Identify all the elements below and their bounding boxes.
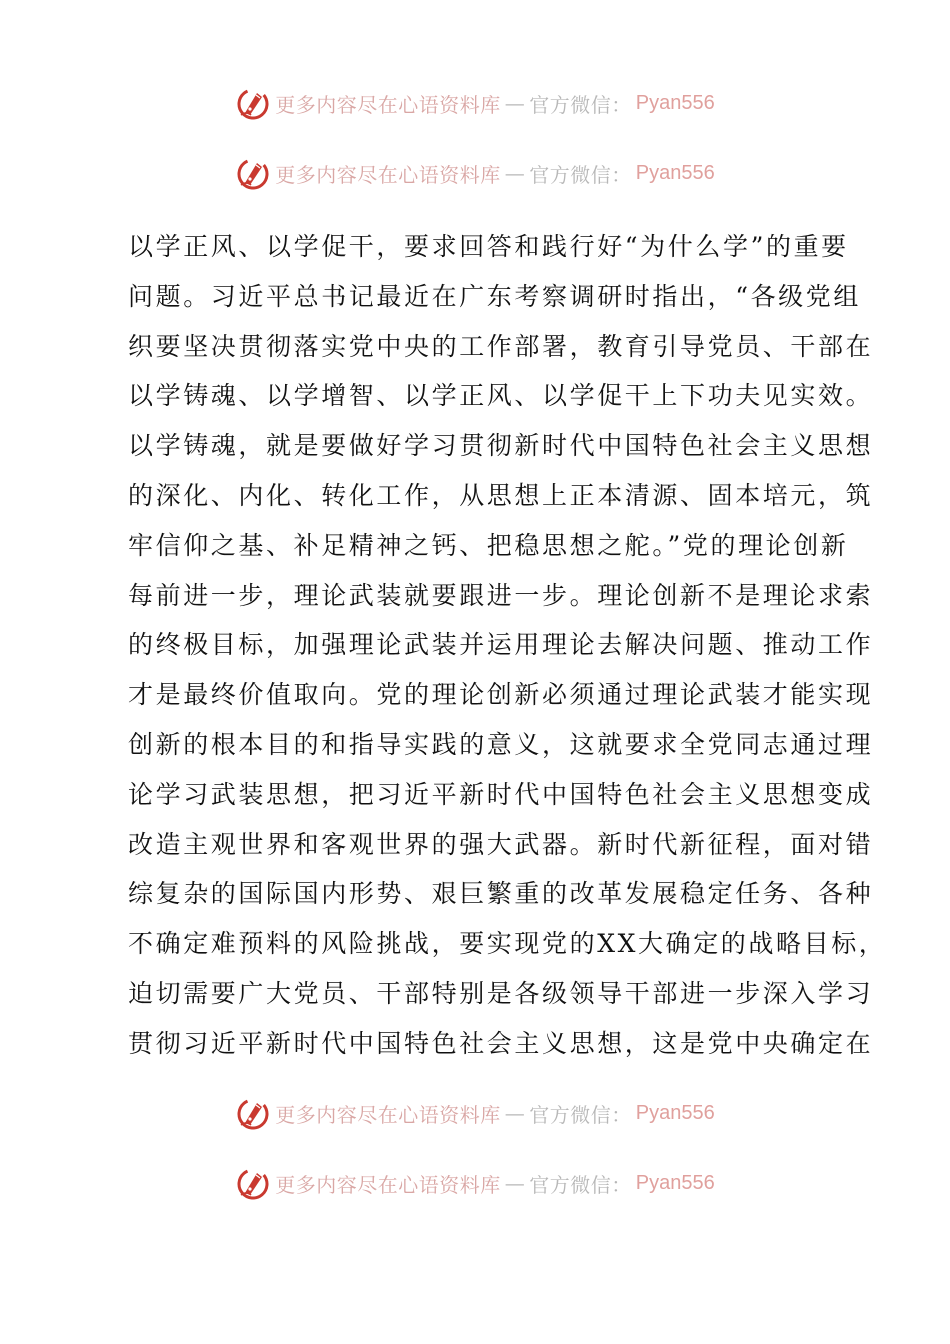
paragraph-line: 每前进一步，理论武装就要跟进一步。理论创新不是理论求索 <box>128 580 874 610</box>
paragraph-line: 创新的根本目的和指导实践的意义，这就要求全党同志通过理 <box>128 729 874 759</box>
pen-nib-logo-icon <box>235 1165 271 1201</box>
watermark-banner <box>0 1093 950 1133</box>
watermark-label: 官方微信： <box>529 162 632 187</box>
watermark-id: Pyan556 <box>635 1171 715 1194</box>
watermark-id: Pyan556 <box>635 91 715 114</box>
paragraph-line: 问题。习近平总书记最近在广东考察调研时指出，“各级党组 <box>128 281 861 311</box>
paragraph-line: 改造主观世界和客观世界的强大武器。新时代新征程，面对错 <box>128 829 874 859</box>
pen-nib-logo-icon <box>235 155 271 191</box>
watermark-text: 更多内容尽在心语资料库 <box>275 92 501 117</box>
pen-nib-logo-icon <box>235 85 271 121</box>
watermark-id: Pyan556 <box>635 161 715 184</box>
paragraph-line: 以学正风、以学促干，要求回答和践行好“为什么学”的重要 <box>128 232 849 261</box>
watermark-separator: — <box>504 1101 526 1125</box>
paragraph-line: 以学铸魂，就是要做好学习贯彻新时代中国特色社会主义思想 <box>128 431 874 461</box>
watermark-separator: — <box>504 91 526 115</box>
paragraph-line: 不确定难预料的风险挑战，要实现党的XX大确定的战略目标， <box>128 929 887 959</box>
watermark-separator: — <box>504 1171 526 1195</box>
paragraph-line: 论学习武装思想，把习近平新时代中国特色社会主义思想变成 <box>128 779 874 809</box>
pen-nib-logo-icon <box>235 1095 271 1131</box>
watermark-label: 官方微信： <box>529 1172 632 1197</box>
watermark-banner <box>0 83 950 123</box>
paragraph-line: 才是最终价值取向。党的理论创新必须通过理论武装才能实现 <box>128 680 874 710</box>
paragraph-line: 的深化、内化、转化工作，从思想上正本清源、固本培元，筑 <box>128 480 874 510</box>
paragraph-line: 织要坚决贯彻落实党中央的工作部署，教育引导党员、干部在 <box>128 331 874 361</box>
paragraph-line: 牢信仰之基、补足精神之钙、把稳思想之舵。”党的理论创新 <box>128 530 849 560</box>
watermark-id: Pyan556 <box>635 1101 715 1124</box>
watermark-label: 官方微信： <box>529 92 632 117</box>
paragraph-line: 贯彻习近平新时代中国特色社会主义思想，这是党中央确定在 <box>128 1028 874 1058</box>
paragraph-line: 迫切需要广大党员、干部特别是各级领导干部进一步深入学习 <box>128 978 874 1008</box>
watermark-text: 更多内容尽在心语资料库 <box>275 162 501 187</box>
document-body <box>128 222 887 1069</box>
paragraph-line: 以学铸魂、以学增智、以学正风、以学促干上下功夫见实效。 <box>128 381 874 411</box>
watermark-banner <box>0 153 950 193</box>
watermark-text: 更多内容尽在心语资料库 <box>275 1102 501 1127</box>
paragraph-line: 的终极目标，加强理论武装并运用理论去解决问题、推动工作 <box>128 630 874 660</box>
watermark-label: 官方微信： <box>529 1102 632 1127</box>
paragraph-line: 综复杂的国际国内形势、艰巨繁重的改革发展稳定任务、各种 <box>128 879 874 909</box>
watermark-text: 更多内容尽在心语资料库 <box>275 1172 501 1197</box>
watermark-banner <box>0 1163 950 1203</box>
watermark-separator: — <box>504 161 526 185</box>
